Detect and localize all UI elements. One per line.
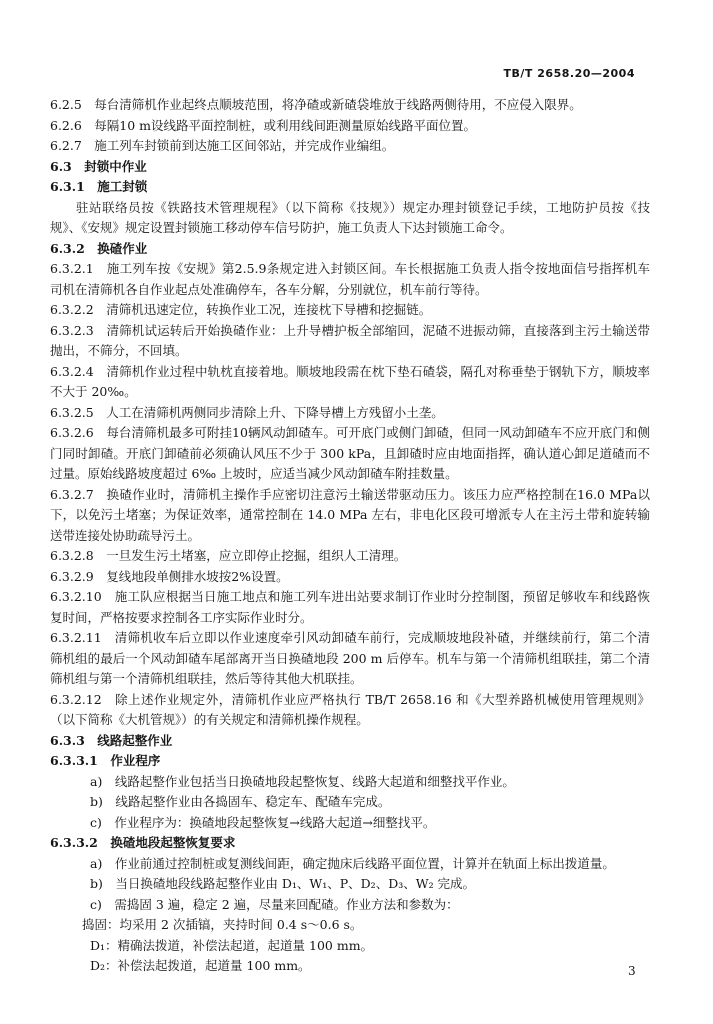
clause-6-3-2-2: 6.3.2.2 清筛机迅速定位，转换作业工况，连接枕下导槽和挖掘链。 <box>50 302 432 317</box>
clause-6-3-2-8: 6.3.2.8 一旦发生污土堵塞，应立即停止挖掘，组织人工清理。 <box>50 548 407 563</box>
clause-6-3-2-7: 6.3.2.7 换碴作业时，清筛机主操作手应密切注意污土输送带驱动压力。该压力应严格控制在16.0 MPa以下，以免污土堵塞；为保证效率，通常控制在 14.0 MPa 左右，非电化区段可增派专人在主污土带和旋转输送带连接处协助疏导污土。 <box>50 486 650 543</box>
clause-6-3-2-11: 6.3.2.11 清筛机收车后立即以作业速度牵引风动卸碴车前行，完成顺坡地段补碴，并继续前行，第二个清筛机组的最后一个风动卸碴车尾部离开当日换碴地段 200 m 后停车。机车与第一个清筛机组联挂，第二个清筛机组与第一个清筛机组联挂，然后等待其他大机联挂。 <box>50 630 650 686</box>
clause-6-3-2-5: 6.3.2.5 人工在清筛机两侧同步清除上升、下降导槽上方残留小土垄。 <box>50 404 444 420</box>
d1-params: D₁：精确法拨道，补偿法起道，起道量 100 mm。 <box>90 937 374 953</box>
section-heading-6-3-1: 6.3.1 施工封锁 <box>50 179 148 194</box>
section-heading-6-3-3: 6.3.3 线路起整作业 <box>50 732 173 748</box>
clause-6-3-2-10: 6.3.2.10 施工队应根据当日施工地点和施工列车进出站要求制订作业时分控制图，预留足够收车和线路恢复时间，严格按要求控制各工序实际作业时分。 <box>50 589 650 625</box>
page-number: 3 <box>628 964 636 978</box>
clause-6-3-2-1: 6.3.2.1 施工列车按《安规》第2.5.9条规定进入封锁区间。车长根据施工负责人指令按地面信号指挥机车司机在清筛机各自作业起点处准确停车，各车分解，分别就位，机车前行等待。 <box>50 261 650 297</box>
section-heading-6-3-3-1: 6.3.3.1 作业程序 <box>50 753 161 768</box>
list-item-c: c) 需捣固 3 遍，稳定 2 遍，尽量来回配碴。作业方法和参数为： <box>90 896 459 912</box>
list-item-a: a) 线路起整作业包括当日换碴地段起整恢复、线路大起道和细整找平作业。 <box>90 773 515 789</box>
list-item-a: a) 作业前通过控制桩或复测线间距，确定抛床后线路平面位置，计算并在轨面上标出拨道量。 <box>90 855 615 871</box>
list-item-b: b) 当日换碴地段线路起整作业由 D₁、W₁、P、D₂、D₃、W₂ 完成。 <box>90 876 476 891</box>
clause-6-3-2-12: 6.3.2.12 除上述作业规定外，清筛机作业应严格执行 TB/T 2658.16 和《大型养路机械使用管理规则》（以下简称《大机管规》）的有关规定和清筛机操作规程。 <box>50 691 650 727</box>
clause-6-2-5: 6.2.5 每台清筛机作业起终点顺坡范围，将净碴或新碴袋堆放于线路两侧待用，不应侵入限界。 <box>50 97 582 112</box>
section-heading-6-3-3-2: 6.3.3.2 换碴地段起整恢复要求 <box>50 835 236 850</box>
document-body <box>50 95 650 977</box>
list-item-c: c) 作业程序为：换碴地段起整恢复→线路大起道→细整找平。 <box>90 814 436 830</box>
section-heading-6-3: 6.3 封锁中作业 <box>50 158 147 174</box>
section-heading-6-3-2: 6.3.2 换碴作业 <box>50 240 148 256</box>
clause-6-2-7: 6.2.7 施工列车封锁前到达施工区间邻站，并完成作业编组。 <box>50 138 395 153</box>
paragraph-closure: 驻站联络员按《铁路技术管理规程》（以下简称《技规》）规定办理封锁登记手续，工地防护员按《技规》、《安规》规定设置封锁施工移动停车信号防护，施工负责人下达封锁施工命令。 <box>50 199 650 235</box>
clause-6-2-6: 6.2.6 每隔10 m设线路平面控制桩，或利用线间距测量原始线路平面位置。 <box>50 117 477 133</box>
tamping-params: 捣固：均采用 2 次插镐，夹持时间 0.4 s～0.6 s。 <box>82 917 363 932</box>
clause-6-3-2-4: 6.3.2.4 清筛机作业过程中轨枕直接着地。顺坡地段需在枕下垫石碴袋，隔孔对称垂垫于钢轨下方，顺坡率不大于 20‰。 <box>50 363 650 399</box>
d2-params: D₂：补偿法起拨道，起道量 100 mm。 <box>90 958 311 973</box>
document-code-header: TB/T 2658.20—2004 <box>503 67 635 80</box>
clause-6-3-2-3: 6.3.2.3 清筛机试运转后开始换碴作业：上升导槽护板全部缩回，泥碴不进振动筛，直接落到主污土输送带抛出，不筛分，不回填。 <box>50 322 650 358</box>
clause-6-3-2-9: 6.3.2.9 复线地段单侧排水坡按2%设置。 <box>50 568 289 584</box>
clause-6-3-2-6: 6.3.2.6 每台清筛机最多可附挂10辆风动卸碴车。可开底门或侧门卸碴，但同一风动卸碴车不应开底门和侧门同时卸碴。开底门卸碴前必须确认风压不少于 300 kPa，且卸碴时应由地面指挥，确认道心卸足道碴而不过量。原始线路坡度超过 6‰ 上坡时，应适当减少风动卸碴车附挂数量。 <box>50 425 650 481</box>
list-item-b: b) 线路起整作业由各捣固车、稳定车、配碴车完成。 <box>90 794 391 809</box>
